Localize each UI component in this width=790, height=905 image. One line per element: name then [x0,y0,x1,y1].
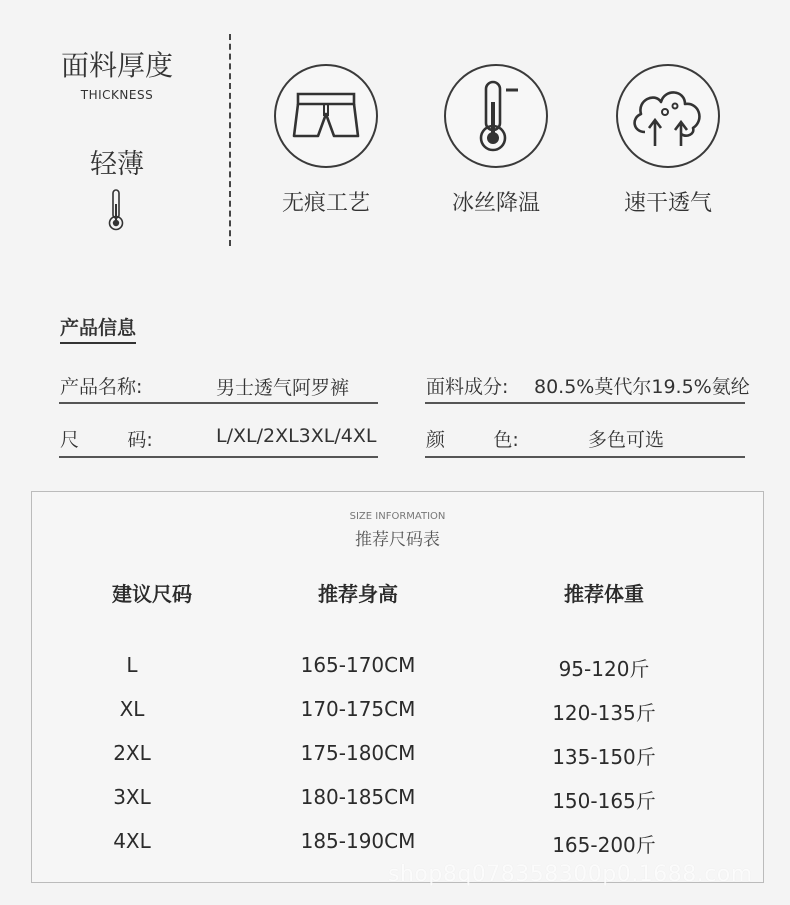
header-weight: 推荐体重 [564,582,644,606]
cell-height: 180-185CM [300,785,416,809]
cell-weight: 150-165斤 [552,789,656,813]
cell-size: 4XL [113,829,151,853]
fabric-label: 面料成分: [426,376,509,398]
feature-label: 冰丝降温 [451,191,540,216]
product-name-value: 男士透气阿罗裤 [216,377,350,399]
size-table-title-cn: 推荐尺码表 [355,530,440,550]
color-value: 多色可选 [588,429,665,451]
thickness-title: 面料厚度 [60,49,173,82]
cell-size: 3XL [113,785,151,809]
cell-weight: 95-120斤 [558,657,650,681]
vertical-divider [229,34,231,246]
cell-height: 175-180CM [300,741,416,765]
feature-label: 无痕工艺 [281,191,370,216]
feature-icon-circle [274,64,378,168]
cell-size: XL [119,697,145,721]
header-height: 推荐身高 [318,582,398,606]
boxer-shorts-icon [290,88,362,144]
header-size: 建议尺码 [112,582,192,606]
cell-size: L [126,653,138,677]
cell-height: 185-190CM [300,829,416,853]
size-label: 尺 码: [60,429,153,451]
feature-cooling [444,64,552,217]
divider-line [425,456,745,458]
fabric-value: 80.5%莫代尔19.5%氨纶 [534,376,750,398]
feature-icon-circle [444,64,548,168]
cell-weight: 135-150斤 [552,745,656,769]
divider-line [59,402,378,404]
size-table-title-en: SIZE INFORMATION [349,511,446,522]
cell-size: 2XL [113,741,151,765]
cell-weight: 120-135斤 [552,701,656,725]
feature-seamless [274,64,382,217]
breathable-tree-icon [629,82,707,150]
product-name-label: 产品名称: [60,376,143,398]
feature-label: 速干透气 [623,191,712,216]
thermometer-icon [106,188,126,232]
color-label: 颜 色: [426,429,519,451]
feature-icon-circle [616,64,720,168]
thermometer-icon [466,76,526,156]
divider-line [425,402,745,404]
thickness-subtitle: THICKNESS [80,88,154,102]
cell-height: 165-170CM [300,653,416,677]
size-value: L/XL/2XL3XL/4XL [216,425,377,447]
divider-line [59,456,378,458]
cell-height: 170-175CM [300,697,416,721]
shop-watermark: shop8q078358300p0.1688.com [388,862,753,887]
cell-weight: 165-200斤 [552,833,656,857]
feature-quick-dry [616,64,724,217]
size-table [31,491,764,883]
thickness-value: 轻薄 [90,149,144,180]
product-info-title: 产品信息 [60,313,136,344]
